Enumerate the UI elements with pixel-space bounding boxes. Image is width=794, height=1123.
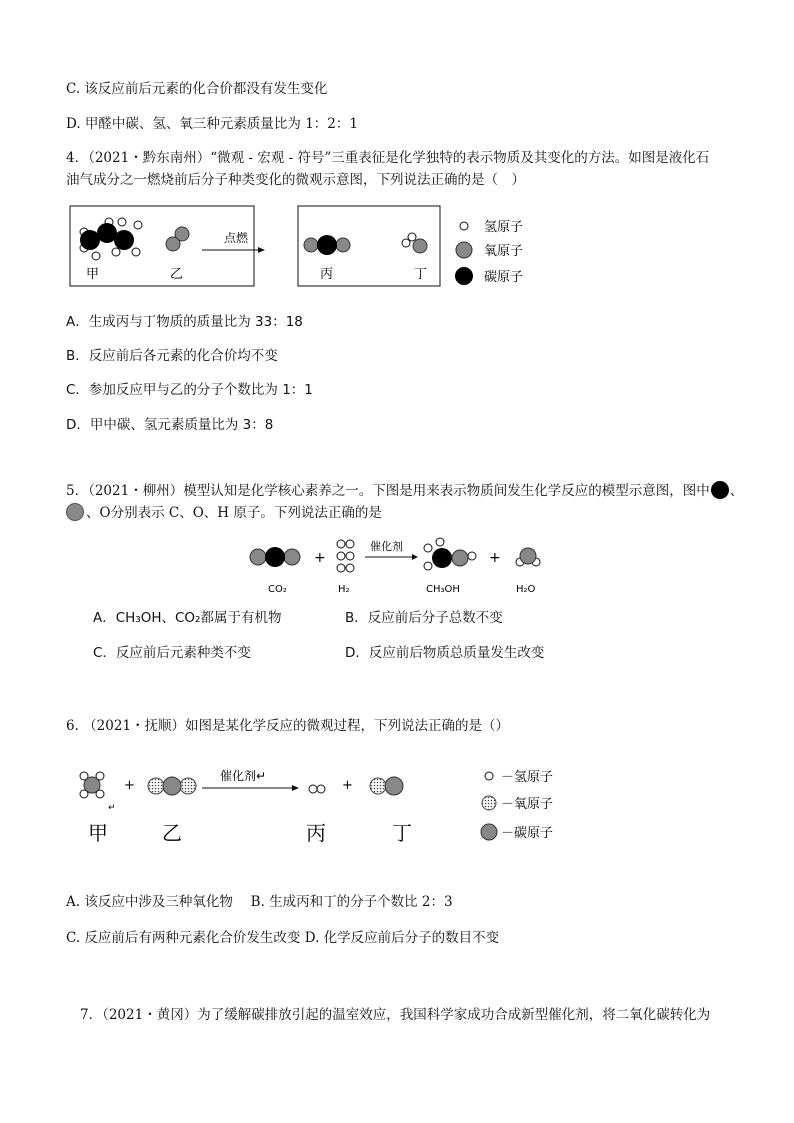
q5-h2o-molecule	[516, 548, 540, 566]
q4-stem-line1: 4．（2021・黔东南州）“微观 - 宏观 - 符号”三重表征是化学独特的表示物质及其变化的方法。如图是液化石	[66, 150, 710, 166]
q6-h2-molecule	[309, 785, 325, 793]
q5-option-b: B．反应前后分子总数不变	[345, 610, 503, 626]
q5-label-h2o: H₂O	[516, 584, 536, 595]
q4-label-bing: 丙	[320, 267, 334, 282]
q6-label-bing: 丙	[306, 821, 326, 845]
q7-stem: 7．（2021・黄冈）为了缓解碳排放引起的温室效应，我国科学家成功合成新型催化剂，将二氧化碳转化为	[80, 1007, 711, 1023]
q5-co2-molecule	[250, 547, 300, 567]
q5-option-d: D．反应前后物质总质量发生改变	[345, 645, 545, 661]
q4-stem-line2: 油气成分之一燃烧前后分子种类变化的微观示意图，下列说法正确的是（ ）	[66, 172, 525, 188]
q4-option-a: A．生成丙与丁物质的质量比为 33：18	[66, 314, 303, 330]
q6-legend-hydrogen-symbol	[485, 772, 493, 780]
q5-option-c: C．反应前后元素种类不变	[93, 645, 251, 661]
q5-label-co2: CO₂	[268, 584, 287, 595]
q4-label-ding: 丁	[414, 267, 428, 282]
q6-legend-oxygen-symbol	[482, 796, 496, 810]
carbon-atom-icon	[711, 481, 729, 499]
q4-co2-molecule	[304, 235, 350, 255]
q4-legend-hydrogen: 氢原子	[484, 220, 524, 235]
q5-stem-line2	[66, 503, 382, 523]
q4-legend-carbon: 碳原子	[484, 270, 524, 285]
q6-co-molecule	[370, 777, 403, 795]
q5-plus-2: +	[489, 550, 501, 566]
q3-option-d: D. 甲醛中碳、氢、氧三种元素质量比为 1：2：1	[66, 116, 358, 132]
q6-methane-molecule	[80, 772, 104, 798]
q6-label-ding: 丁	[392, 821, 412, 845]
q5-option-a: A．CH₃OH、CO₂都属于有机物	[93, 610, 282, 626]
q4-propane-molecule	[80, 218, 142, 260]
q5-ch3oh-molecule	[424, 538, 476, 570]
q6-label-jia: 甲	[88, 821, 108, 845]
q5-label-h2: H₂	[338, 584, 350, 595]
q4-arrow-label: 点燃	[224, 231, 249, 245]
q4-water-molecule	[402, 233, 427, 253]
q5-stem-line1	[66, 481, 743, 501]
q5-stem-text-b: 、	[729, 483, 744, 499]
q6-co2-molecule	[148, 777, 196, 795]
q4-legend-hydrogen-symbol	[460, 222, 468, 230]
q6-reaction-figure	[70, 760, 570, 850]
q6-return-mark: ↵	[108, 803, 116, 813]
q4-reaction-figure	[60, 200, 540, 292]
q4-legend-oxygen-symbol	[456, 242, 472, 258]
q4-option-c: C．参加反应甲与乙的分子个数比为 1：1	[66, 382, 313, 398]
q6-options-cd: C. 反应前后有两种元素化合价发生改变 D. 化学反应前后分子的数目不变	[66, 930, 500, 946]
q3-option-c: C. 该反应前后元素的化合价都没有发生变化	[66, 81, 328, 97]
q5-h2-molecules	[337, 540, 354, 572]
q5-stem-text-c: 、O分别表示 C、O、H 原子。下列说法正确的是	[86, 505, 382, 521]
q6-catalyst-label: 催化剂↵	[220, 769, 267, 783]
q4-oxygen-molecule	[166, 227, 189, 251]
q4-label-yi: 乙	[170, 267, 184, 282]
q4-legend-carbon-symbol	[455, 267, 473, 285]
q4-legend-oxygen: 氧原子	[484, 244, 524, 259]
q4-option-d: D．甲中碳、氢元素质量比为 3：8	[66, 417, 274, 433]
q5-catalyst-label: 催化剂	[370, 540, 403, 553]
q6-legend-carbon: －碳原子	[501, 826, 554, 841]
q5-reaction-figure	[240, 536, 560, 598]
q5-label-ch3oh: CH₃OH	[426, 584, 460, 595]
q4-option-b: B．反应前后各元素的化合价均不变	[66, 348, 278, 364]
oxygen-atom-icon	[66, 503, 84, 521]
q6-label-yi: 乙	[162, 821, 182, 845]
q5-stem-text-a: 5．（2021・柳州）模型认知是化学核心素养之一。下图是用来表示物质间发生化学反应的模型示意图，图中	[66, 483, 710, 499]
q6-options-ab: A. 该反应中涉及三种氧化物 B. 生成丙和丁的分子个数比 2：3	[66, 894, 453, 910]
q6-legend-carbon-symbol	[481, 824, 497, 840]
q6-stem: 6. （2021・抚顺）如图是某化学反应的微观过程，下列说法正确的是（）	[66, 718, 510, 734]
q6-plus-1: +	[124, 778, 135, 793]
q4-label-jia: 甲	[86, 267, 100, 282]
q6-plus-2: +	[342, 778, 353, 793]
q6-legend-oxygen: －氧原子	[501, 797, 554, 812]
q5-plus-1: +	[314, 550, 326, 566]
q6-legend-hydrogen: －氢原子	[501, 770, 554, 785]
